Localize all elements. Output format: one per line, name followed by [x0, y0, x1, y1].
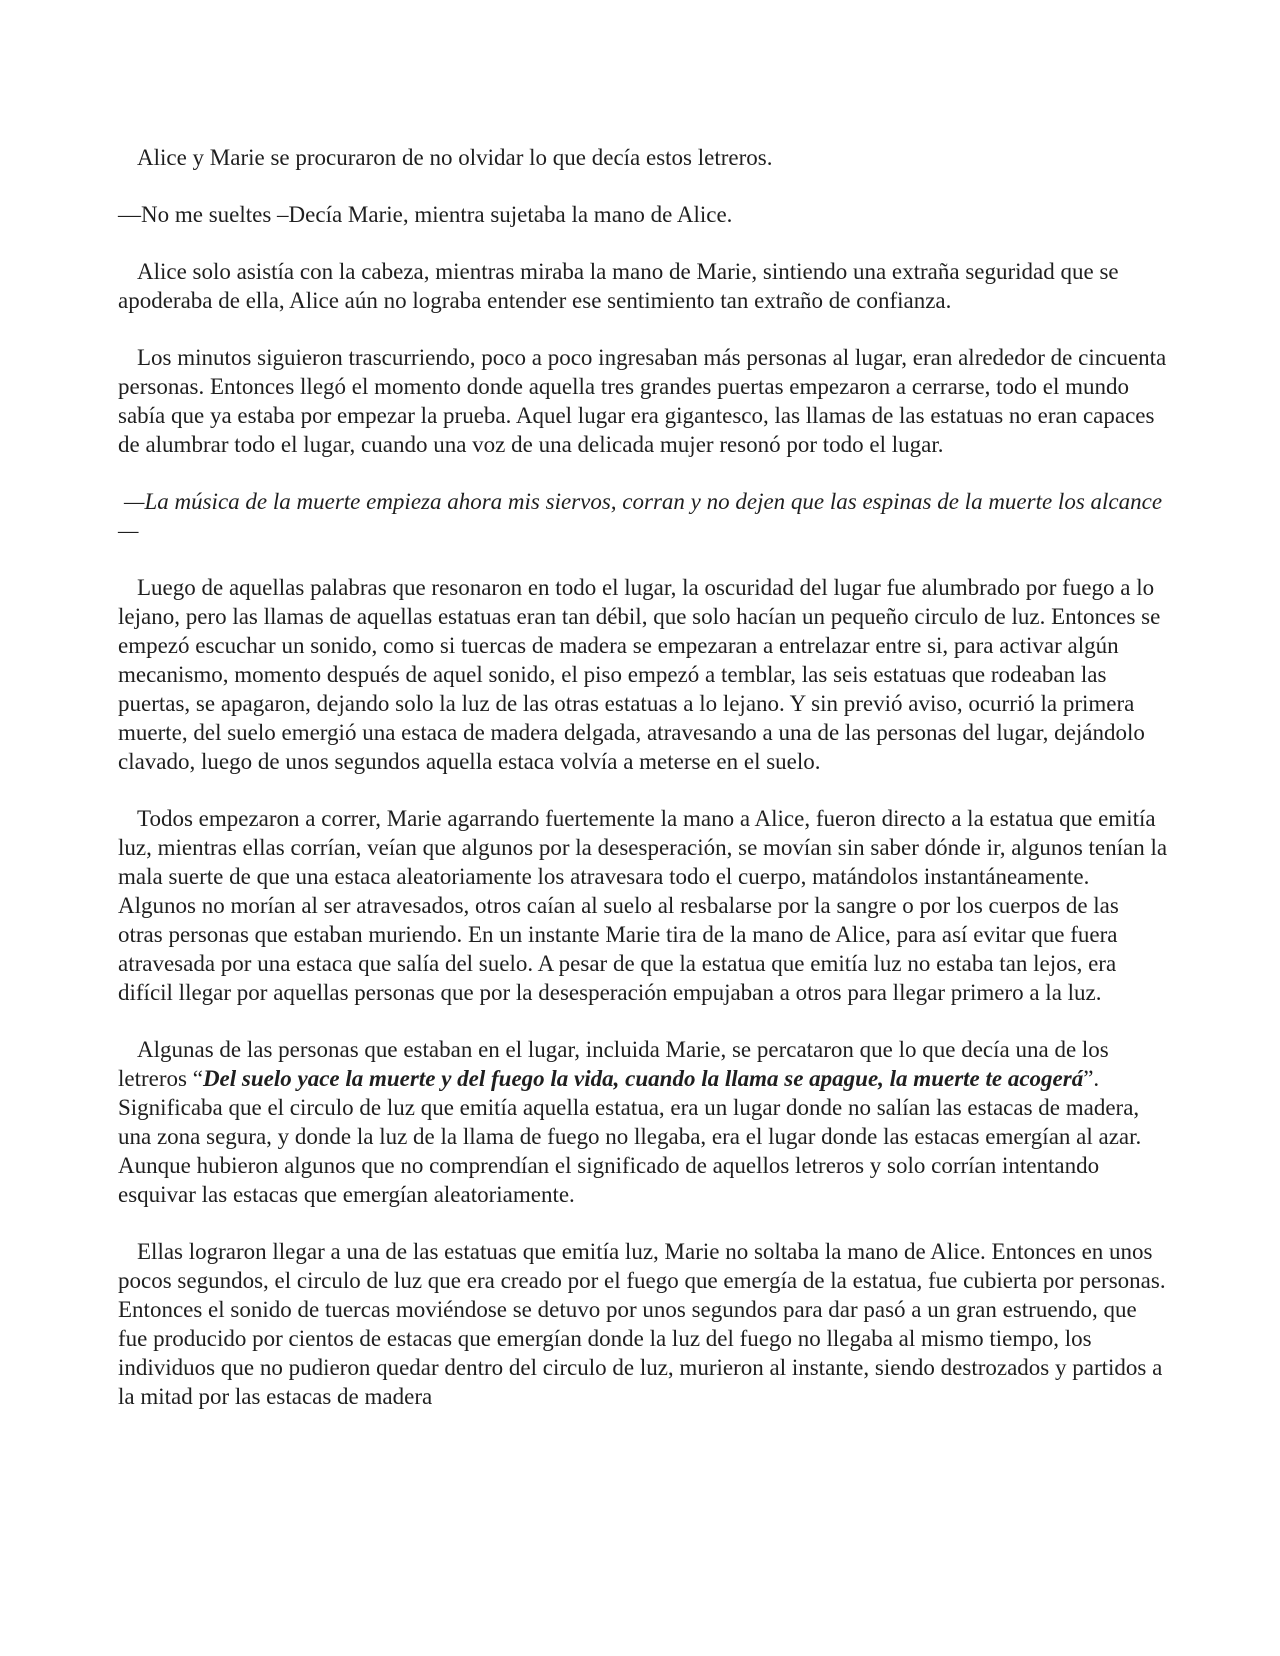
- paragraph-6: Luego de aquellas palabras que resonaron en todo el lugar, la oscuridad del lugar fue alumbrado por fuego a lo lejano, pero las llamas de aquellas estatuas eran tan débil, que solo hacían un pequeño circulo de luz. Entonces se empezó escuchar un sonido, como si tuercas de madera se empezaran a entrelazar entre si, para activar algún mecanismo, momento después de aquel sonido, el piso empezó a temblar, las seis estatuas que rodeaban las puertas, se apagaron, dejando solo la luz de las otras estatuas a lo lejano. Y sin previó aviso, ocurrió la primera muerte, del suelo emergió una estaca de madera delgada, atravesando a una de las personas del lugar, dejándolo clavado, luego de unos segundos aquella estaca volvía a meterse en el suelo.: [118, 575, 1161, 774]
- paragraph-1: Alice y Marie se procuraron de no olvidar lo que decía estos letreros.: [137, 145, 773, 170]
- paragraph-9: Ellas lograron llegar a una de las estatuas que emitía luz, Marie no soltaba la mano de Alice. Entonces en unos pocos segundos, el circulo de luz que era creado por el fuego que emergía de la estatua, fue cubierta por personas. Entonces el sonido de tuercas moviéndose se detuvo por unos segundos para dar pasó a un gran estruendo, que fue producido por cientos de estacas que emergían donde la luz del fuego no llegaba al mismo tiempo, los individuos que no pudieron quedar dentro del circulo de luz, murieron al instante, siendo destrozados y partidos a la mitad por las estacas de madera: [118, 1239, 1166, 1409]
- paragraph-4: Los minutos siguieron trascurriendo, poco a poco ingresaban más personas al lugar, eran alrededor de cincuenta personas. Entonces llegó el momento donde aquella tres grandes puertas empezaron a cerrarse, todo el mundo sabía que ya estaba por empezar la prueba. Aquel lugar era gigantesco, las llamas de las estatuas no eran capaces de alumbrar todo el lugar, cuando una voz de una delicada mujer resonó por todo el lugar.: [118, 345, 1167, 457]
- paragraph-8-text-after: ”. Significaba que el circulo de luz que emitía aquella estatua, era un lugar donde no salían las estacas de madera, una zona segura, y donde la luz de la llama de fuego no llegaba, era el lugar donde las estacas emergían al azar. Aunque hubieron algunos que no comprendían el significado de aquellos letreros y solo corrían intentando esquivar las estacas que emergían aleatoriamente.: [118, 1066, 1142, 1207]
- italic-voice-quote: —La música de la muerte empieza ahora mis siervos, corran y no dejen que las espinas de la muerte los alcance—: [118, 489, 1163, 543]
- paragraph-8: [118, 1035, 1168, 1209]
- emphasized-quote: Del suelo yace la muerte y del fuego la vida, cuando la llama se apague, la muerte te acogerá: [202, 1066, 1084, 1091]
- paragraph-3: Alice solo asistía con la cabeza, mientras miraba la mano de Marie, sintiendo una extraña seguridad que se apoderaba de ella, Alice aún no lograba entender ese sentimiento tan extraño de confianza.: [118, 259, 1119, 313]
- paragraph-7: Todos empezaron a correr, Marie agarrando fuertemente la mano a Alice, fueron directo a la estatua que emitía luz, mientras ellas corrían, veían que algunos por la desesperación, se movían sin saber dónde ir, algunos tenían la mala suerte de que una estaca aleatoriamente los atravesara todo el cuerpo, matándolos instantáneamente. Algunos no morían al ser atravesados, otros caían al suelo al resbalarse por la sangre o por los cuerpos de las otras personas que estaban muriendo. En un instante Marie tira de la mano de Alice, para así evitar que fuera atravesada por una estaca que salía del suelo. A pesar de que la estatua que emitía luz no estaba tan lejos, era difícil llegar por aquellas personas que por la desesperación empujaban a otros para llegar primero a la luz.: [118, 806, 1168, 1005]
- document-page: [118, 143, 1168, 1439]
- paragraph-8-text-before: Algunas de las personas que estaban en el lugar, incluida Marie, se percataron que lo que decía una de los letreros “: [118, 1037, 1109, 1091]
- dialogue-line: —No me sueltes –Decía Marie, mientra sujetaba la mano de Alice.: [118, 202, 733, 227]
